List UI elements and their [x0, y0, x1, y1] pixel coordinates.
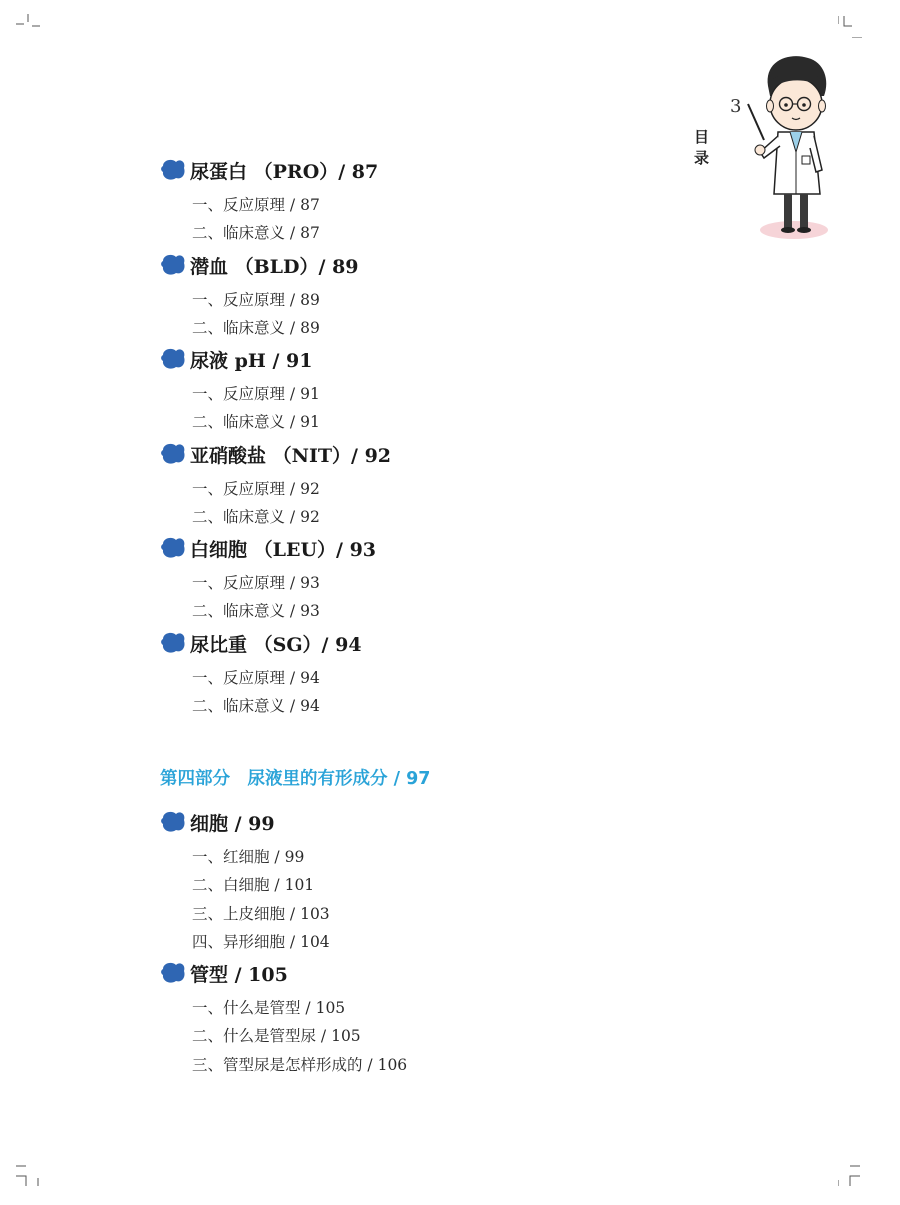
part-heading[interactable]: 第四部分 尿液里的有形成分 / 97	[160, 769, 431, 789]
toc-section-pro[interactable]	[160, 155, 378, 185]
toc-item[interactable]: 一、反应原理 / 94	[192, 669, 320, 687]
section-bullet-icon	[160, 158, 186, 182]
toc-item[interactable]: 二、什么是管型尿 / 105	[192, 1027, 361, 1045]
section-title: 尿比重 （SG）/ 94	[190, 633, 362, 656]
crop-mark-top-left	[16, 14, 40, 38]
toc-item[interactable]: 一、红细胞 / 99	[192, 848, 305, 866]
toc-item[interactable]: 一、反应原理 / 89	[192, 291, 320, 309]
toc-item[interactable]: 三、上皮细胞 / 103	[192, 905, 330, 923]
toc-item[interactable]: 一、反应原理 / 92	[192, 480, 320, 498]
toc-section-ph[interactable]	[160, 344, 312, 374]
toc-section-nit[interactable]	[160, 439, 391, 469]
toc-item[interactable]: 二、临床意义 / 92	[192, 508, 320, 526]
toc-item[interactable]: 四、异形细胞 / 104	[192, 933, 330, 951]
section-bullet-icon	[160, 961, 186, 985]
toc-section-cells[interactable]	[160, 807, 275, 837]
section-title: 潜血 （BLD）/ 89	[190, 255, 359, 278]
section-bullet-icon	[160, 442, 186, 466]
toc-item[interactable]: 二、临床意义 / 93	[192, 602, 320, 620]
toc-item[interactable]: 二、临床意义 / 94	[192, 697, 320, 715]
section-bullet-icon	[160, 536, 186, 560]
toc-item[interactable]: 二、临床意义 / 87	[192, 224, 320, 242]
toc-item[interactable]: 二、白细胞 / 101	[192, 876, 315, 894]
toc-item[interactable]: 一、反应原理 / 93	[192, 574, 320, 592]
section-bullet-icon	[160, 347, 186, 371]
toc-section-sg[interactable]	[160, 628, 362, 658]
toc-section-leu[interactable]	[160, 533, 376, 563]
toc-item[interactable]: 一、反应原理 / 91	[192, 385, 320, 403]
section-title: 白细胞 （LEU）/ 93	[190, 538, 377, 561]
section-title: 亚硝酸盐 （NIT）/ 92	[190, 444, 392, 467]
toc-item[interactable]: 二、临床意义 / 89	[192, 319, 320, 337]
page-number: 3	[730, 96, 742, 117]
section-bullet-icon	[160, 810, 186, 834]
doctor-illustration	[738, 52, 838, 256]
section-bullet-icon	[160, 253, 186, 277]
toc-section-casts[interactable]	[160, 958, 288, 988]
toc-item[interactable]: 一、反应原理 / 87	[192, 196, 320, 214]
section-title: 管型 / 105	[190, 963, 288, 986]
crop-mark-bottom-left	[16, 1162, 40, 1186]
crop-mark-bottom-right	[838, 1162, 862, 1186]
section-title: 尿液 pH / 91	[190, 349, 313, 372]
section-title: 尿蛋白 （PRO）/ 87	[190, 160, 379, 183]
toc-item[interactable]: 一、什么是管型 / 105	[192, 999, 346, 1017]
contents-heading: 目 录	[694, 128, 722, 167]
crop-mark-top-right	[838, 14, 862, 38]
section-title: 细胞 / 99	[190, 812, 275, 835]
toc-item[interactable]: 三、管型尿是怎样形成的 / 106	[192, 1056, 408, 1074]
section-bullet-icon	[160, 631, 186, 655]
toc-item[interactable]: 二、临床意义 / 91	[192, 413, 320, 431]
toc-section-bld[interactable]	[160, 250, 359, 280]
